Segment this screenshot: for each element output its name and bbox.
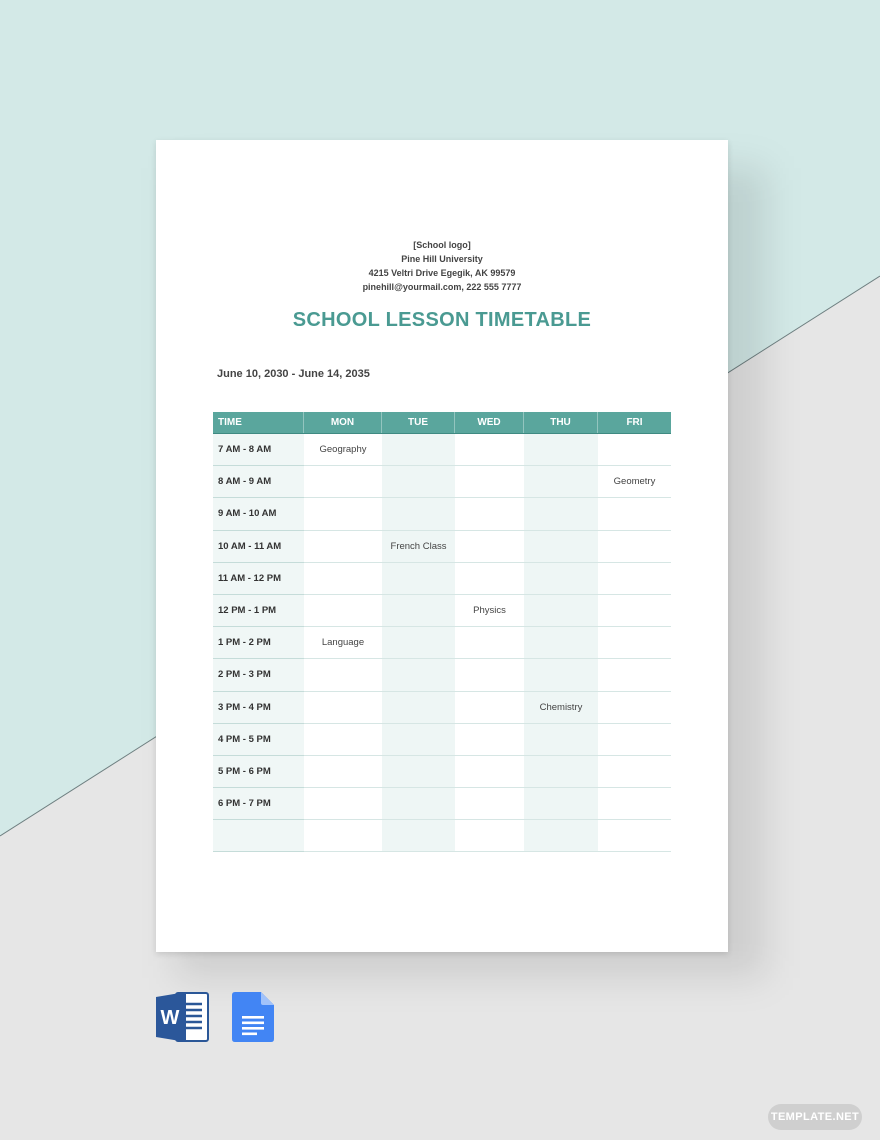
lesson-cell-thu: [524, 498, 598, 530]
lesson-cell-thu: [524, 466, 598, 498]
school-name: Pine Hill University: [401, 254, 483, 264]
lesson-cell-thu: [524, 531, 598, 563]
time-slot-cell: 8 AM - 9 AM: [213, 466, 304, 498]
lesson-cell-tue: [382, 820, 455, 852]
date-range: June 10, 2030 - June 14, 2035: [217, 368, 370, 380]
school-address: 4215 Veltri Drive Egegik, AK 99579: [368, 268, 516, 278]
lesson-cell-fri: [598, 531, 671, 563]
time-slot-cell: 10 AM - 11 AM: [213, 531, 304, 563]
lesson-cell-mon: [304, 659, 382, 691]
lesson-cell-fri: [598, 563, 671, 595]
lesson-cell-thu: [524, 434, 598, 466]
lesson-cell-mon: [304, 820, 382, 852]
column-header-wed: WED: [455, 412, 524, 433]
time-slot-cell: 1 PM - 2 PM: [213, 627, 304, 659]
lesson-cell-wed: [455, 820, 524, 852]
letterhead: [156, 238, 728, 294]
lesson-cell-tue: [382, 659, 455, 691]
time-slot-cell: 5 PM - 6 PM: [213, 756, 304, 788]
lesson-cell-wed: [455, 724, 524, 756]
lesson-cell-wed: [455, 756, 524, 788]
table-row: [213, 659, 671, 691]
lesson-cell-tue: [382, 466, 455, 498]
lesson-cell-thu: [524, 724, 598, 756]
school-logo-placeholder: [School logo]: [413, 240, 471, 250]
lesson-cell-tue: French Class: [382, 531, 455, 563]
watermark-badge: TEMPLATE.NET: [768, 1104, 862, 1130]
lesson-cell-mon: [304, 756, 382, 788]
lesson-cell-thu: [524, 820, 598, 852]
time-slot-cell: 3 PM - 4 PM: [213, 692, 304, 724]
lesson-cell-mon: [304, 788, 382, 820]
lesson-cell-wed: [455, 563, 524, 595]
column-header-time: TIME: [213, 412, 304, 433]
lesson-cell-thu: [524, 595, 598, 627]
lesson-cell-thu: [524, 756, 598, 788]
lesson-cell-thu: [524, 659, 598, 691]
lesson-cell-fri: [598, 724, 671, 756]
timetable-header: [213, 412, 671, 434]
table-row: [213, 692, 671, 724]
school-contact: pinehill@yourmail.com, 222 555 7777: [362, 282, 522, 292]
time-slot-cell: 6 PM - 7 PM: [213, 788, 304, 820]
lesson-cell-fri: [598, 659, 671, 691]
lesson-cell-fri: [598, 498, 671, 530]
lesson-cell-wed: [455, 498, 524, 530]
table-row: [213, 595, 671, 627]
lesson-cell-mon: [304, 466, 382, 498]
lesson-cell-fri: [598, 595, 671, 627]
table-row: [213, 627, 671, 659]
lesson-cell-tue: [382, 756, 455, 788]
lesson-cell-wed: [455, 531, 524, 563]
word-icon: [156, 990, 210, 1044]
lesson-cell-mon: [304, 595, 382, 627]
timetable: [213, 412, 671, 852]
time-slot-cell: 11 AM - 12 PM: [213, 563, 304, 595]
column-header-tue: TUE: [382, 412, 455, 433]
document-page: [156, 140, 728, 952]
lesson-cell-fri: [598, 692, 671, 724]
lesson-cell-fri: Geometry: [598, 466, 671, 498]
lesson-cell-wed: [455, 692, 524, 724]
lesson-cell-wed: [455, 659, 524, 691]
lesson-cell-wed: [455, 434, 524, 466]
lesson-cell-mon: [304, 692, 382, 724]
lesson-cell-tue: [382, 434, 455, 466]
lesson-cell-tue: [382, 788, 455, 820]
lesson-cell-mon: Geography: [304, 434, 382, 466]
lesson-cell-thu: [524, 627, 598, 659]
google-docs-icon: [232, 992, 274, 1042]
lesson-cell-mon: [304, 563, 382, 595]
lesson-cell-wed: [455, 466, 524, 498]
lesson-cell-thu: [524, 563, 598, 595]
lesson-cell-mon: Language: [304, 627, 382, 659]
time-slot-cell: 9 AM - 10 AM: [213, 498, 304, 530]
column-header-mon: MON: [304, 412, 382, 433]
lesson-cell-wed: [455, 788, 524, 820]
table-row: [213, 724, 671, 756]
table-row: [213, 434, 671, 466]
table-row: [213, 466, 671, 498]
lesson-cell-wed: Physics: [455, 595, 524, 627]
lesson-cell-tue: [382, 724, 455, 756]
lesson-cell-tue: [382, 595, 455, 627]
lesson-cell-fri: [598, 434, 671, 466]
table-row: [213, 531, 671, 563]
time-slot-cell: 4 PM - 5 PM: [213, 724, 304, 756]
lesson-cell-mon: [304, 498, 382, 530]
page-title: SCHOOL LESSON TIMETABLE: [292, 309, 592, 331]
lesson-cell-thu: [524, 788, 598, 820]
table-row: [213, 498, 671, 530]
lesson-cell-tue: [382, 627, 455, 659]
time-slot-cell: [213, 820, 304, 852]
table-row: [213, 756, 671, 788]
table-row: [213, 563, 671, 595]
timetable-body: [213, 434, 671, 852]
lesson-cell-fri: [598, 820, 671, 852]
lesson-cell-mon: [304, 724, 382, 756]
table-row: [213, 820, 671, 852]
time-slot-cell: 7 AM - 8 AM: [213, 434, 304, 466]
table-row: [213, 788, 671, 820]
lesson-cell-tue: [382, 498, 455, 530]
time-slot-cell: 12 PM - 1 PM: [213, 595, 304, 627]
lesson-cell-fri: [598, 788, 671, 820]
column-header-thu: THU: [524, 412, 598, 433]
lesson-cell-fri: [598, 627, 671, 659]
column-header-fri: FRI: [626, 417, 643, 428]
lesson-cell-thu: Chemistry: [524, 692, 598, 724]
lesson-cell-tue: [382, 692, 455, 724]
lesson-cell-wed: [455, 627, 524, 659]
svg-text:W: W: [160, 1007, 180, 1029]
time-slot-cell: 2 PM - 3 PM: [213, 659, 304, 691]
lesson-cell-tue: [382, 563, 455, 595]
lesson-cell-mon: [304, 531, 382, 563]
lesson-cell-fri: [598, 756, 671, 788]
